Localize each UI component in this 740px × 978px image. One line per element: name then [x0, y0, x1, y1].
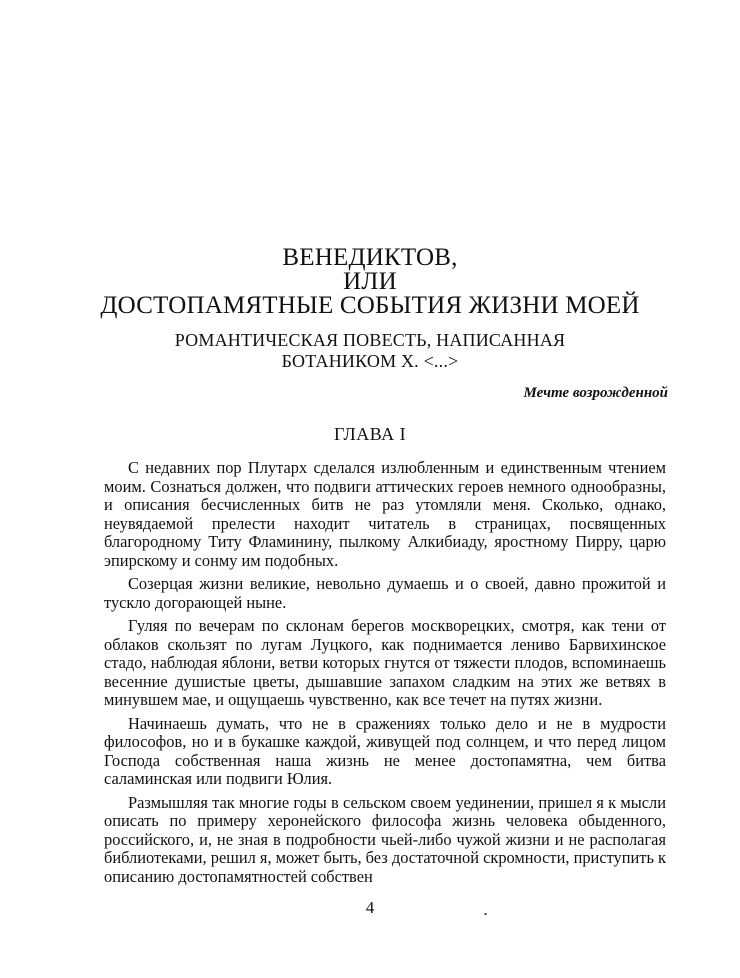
subtitle — [60, 330, 680, 372]
paragraph-1: С недавних пор Плутарх сделался излюбленным и единственным чтением моим. Сознаться должен, что подвиги аттических героев немного однообразны, и описания бесчисленных битв не раз утомляли меня. Сколько, однако, неувядаемой прелести находит читатель в страницах, посвященных благородному Титу Фламинину, пылкому Алкибиаду, яростному Пирру, царю эпирскому и сонму им подобных. — [104, 458, 666, 570]
paragraph-2: Созерцая жизни великие, невольно думаешь и о своей, давно прожитой и тускло догорающей ныне. — [104, 574, 666, 612]
paragraph-5: Размышляя так многие годы в сельском своем уединении, пришел я к мысли описать по примеру херонейского философа жизнь человека обыденного, российского, и, не зная в подробности чьей-либо чужой жизни и не располагая библиотеками, решил я, может быть, без достаточной скромности, приступить к описанию достопамятностей собствен — [104, 792, 666, 886]
title-line-3: ДОСТОПАМЯТНЫЕ СОБЫТИЯ ЖИЗНИ МОЕЙ — [100, 292, 640, 319]
paragraph-4: Начинаешь думать, что не в сражениях только дело и не в мудрости философов, но и в букашке каждой, живущей под солнцем, и что перед лицом Господа собственная наша жизнь не менее достопамятна, чем битва саламинская или подвиги Юлия. — [104, 713, 666, 788]
chapter-heading: ГЛАВА I — [333, 424, 407, 444]
title-line-2: ИЛИ — [343, 268, 397, 295]
page-number: 4 — [365, 898, 375, 917]
title — [60, 246, 680, 318]
subtitle-line-2: БОТАНИКОМ Х. <...> — [281, 351, 459, 371]
dedication: Мечте возрожденной — [523, 385, 668, 401]
body-text — [104, 459, 666, 891]
print-speck — [484, 913, 487, 915]
paragraph-3: Гуляя по вечерам по склонам берегов москворецких, смотря, как тени от облаков скользят по лугам Луцкого, как поднимается лениво Барвихинское стадо, наблюдая яблони, ветви которых гнутся от тяжести плодов, вспоминаешь весенние душистые цветы, дышавшие запахом сладким на этих же ветвях в минувшем мае, и ощущаешь чувственно, как все течет на путях жизни. — [104, 616, 666, 709]
subtitle-line-1: РОМАНТИЧЕСКАЯ ПОВЕСТЬ, НАПИСАННАЯ — [174, 330, 566, 350]
title-line-1: ВЕНЕДИКТОВ, — [282, 244, 458, 271]
